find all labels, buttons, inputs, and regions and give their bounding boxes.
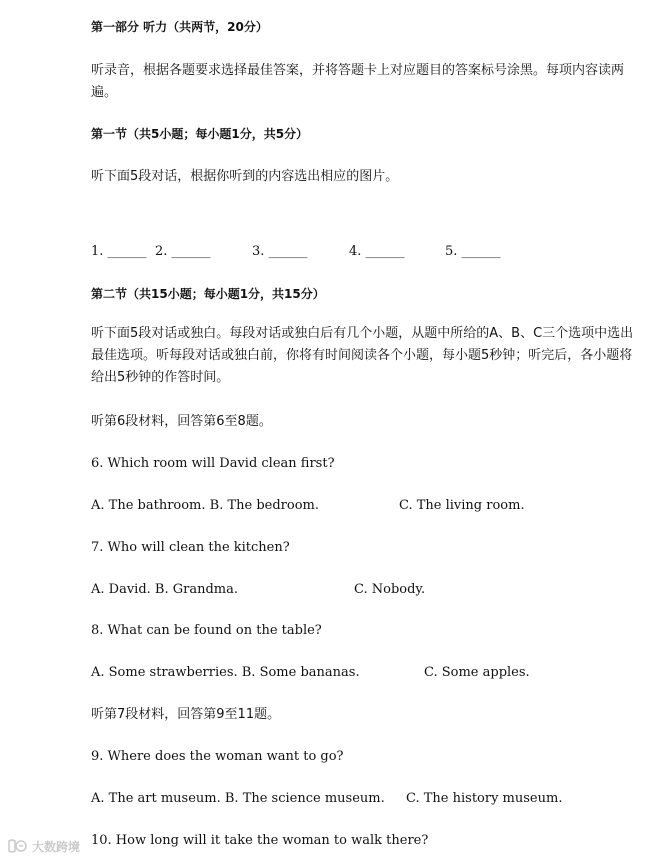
option-9-c: C. The history museum. [406,791,563,806]
option-9-ab: A. The art museum. B. The science museum. [91,791,385,806]
blank-4: 4. ______ [349,244,405,259]
question-9: 9. Where does the woman want to go? [91,749,344,764]
answer-blanks [91,242,611,262]
question-6: 6. Which room will David clean first? [91,456,335,471]
option-6-c: C. The living room. [399,498,525,513]
logo-icon [6,838,28,854]
watermark-text: 大数跨境 [32,839,81,854]
material7-label: 听第7段材料，回答第9至11题。 [91,707,281,722]
section1-instructions: 听下面5段对话，根据你听到的内容选出相应的图片。 [91,169,399,184]
section2-title: 第二节（共15小题；每小题1分，共15分） [91,287,325,301]
options-9 [91,789,611,809]
blank-3: 3. ______ [252,244,308,259]
question-10: 10. How long will it take the woman to walk there? [91,833,429,848]
blank-5: 5. ______ [445,244,501,259]
option-7-ab: A. David. B. Grandma. [91,582,238,597]
part1-title: 第一部分 听力（共两节，20分） [91,20,268,34]
watermark [6,836,80,856]
material6-label: 听第6段材料，回答第6至8题。 [91,414,272,429]
options-7 [91,580,611,600]
question-8: 8. What can be found on the table? [91,623,322,638]
options-6 [91,496,611,516]
blank-1: 1. ______ [91,244,147,259]
blank-2: 2. ______ [155,244,211,259]
options-8 [91,663,611,683]
question-7: 7. Who will clean the kitchen? [91,540,290,555]
option-8-c: C. Some apples. [424,665,530,680]
option-8-ab: A. Some strawberries. B. Some bananas. [91,665,360,680]
section1-title: 第一节（共5小题；每小题1分，共5分） [91,127,309,141]
section2-instructions: 听下面5段对话或独白。每段对话或独白后有几个小题，从题中所给的A、B、C三个选项中选出最佳选项。听每段对话或独白前，你将有时间阅读各个小题，每小题5秒钟；听完后，各小题将给出5秒钟的作答时间。 [91,326,634,385]
part1-instructions: 听录音，根据各题要求选择最佳答案，并将答题卡上对应题目的答案标号涂黑。每项内容读两遍。 [91,63,625,100]
option-7-c: C. Nobody. [354,582,426,597]
option-6-ab: A. The bathroom. B. The bedroom. [91,498,320,513]
